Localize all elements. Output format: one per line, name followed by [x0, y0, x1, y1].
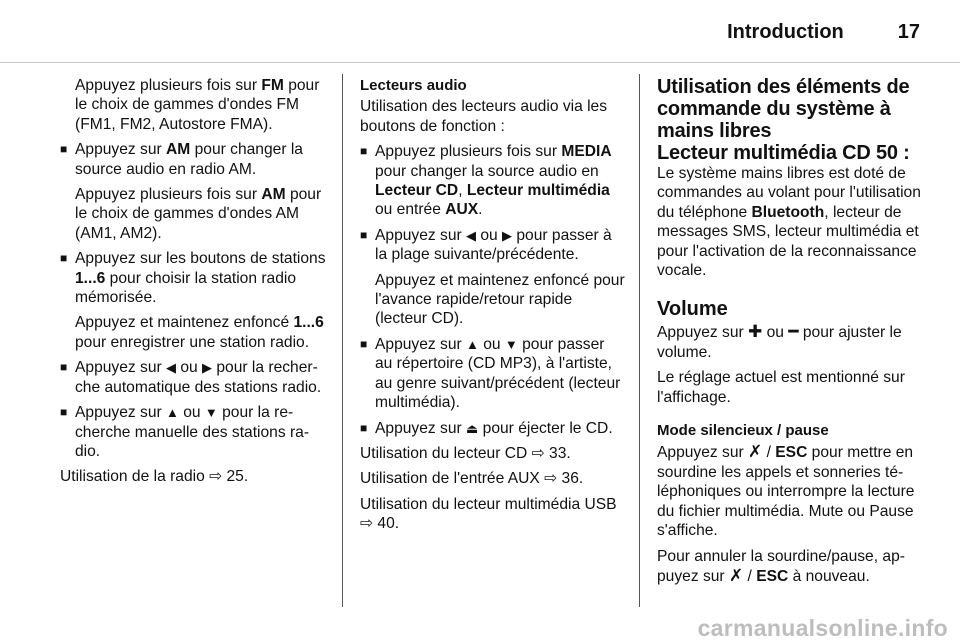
page-header: [600, 20, 920, 44]
arrow-down-icon: ▼: [204, 405, 218, 421]
section-heading: Lecteurs audio: [360, 77, 467, 94]
arrow-down-icon: ▼: [504, 336, 518, 352]
plus-icon: ✚: [748, 322, 763, 342]
page-ref-icon: ⇨: [360, 515, 374, 533]
bullet-square-icon: ■: [360, 336, 368, 351]
cross-reference: Utilisation de l'entrée AUX ⇨ 36.: [360, 470, 584, 488]
paragraph-unmute: Pour annuler la sourdine/pause, appuyez sur ✗ / ESC à nouveau.: [657, 547, 905, 585]
header-divider: [0, 62, 960, 63]
list-item: ■ Appuyez sur ⏏ pour éjecter le CD.: [360, 419, 613, 437]
column-divider-2: [639, 74, 640, 607]
minus-icon: ━: [788, 322, 799, 342]
volume-heading: Volume: [657, 298, 728, 321]
watermark: carmanualsonline.info: [697, 614, 948, 641]
sub-paragraph: Appuyez et maintenez enfoncé 1...6 pour enregistrer une station radio.: [75, 314, 324, 351]
list-item: ■ Appuyez sur ◀ ou ▶ pour passer à la plage suivante/précédente. Appuyez et maintenez enfoncé pour l'avance rapide/retour rapide (lecteur CD).: [360, 226, 625, 328]
column-radio: [60, 76, 326, 493]
cross-reference: Utilisation de la radio ⇨ 25.: [60, 468, 249, 486]
list-item: ■ Appuyez sur AM pour changer la source audio en radio AM. Appuyez plusieurs fois sur AM pour le choix de gammes d'ondes AM (AM1, AM2).: [60, 140, 326, 243]
bullet-square-icon: ■: [360, 420, 368, 435]
mute-heading: Mode silencieux / pause: [657, 422, 829, 440]
section-title: Utilisation des éléments de commande du système à mains libres: [657, 76, 910, 142]
paragraph-mute: Appuyez sur ✗ / ESC pour mettre en sourdine les appels et sonneries téléphoniques ou interrompre la lecture du fichier multimédia. Mute ou Pause s'affiche.: [657, 442, 915, 540]
paragraph-volume: Appuyez sur ✚ ou ━ pour ajuster le volume.: [657, 322, 902, 361]
page-ref-icon: ⇨: [209, 468, 223, 486]
arrow-right-icon: ▶: [502, 227, 513, 243]
bullet-square-icon: ■: [360, 144, 368, 159]
list-item: ■ Appuyez plusieurs fois sur MEDIA pour changer la source audio en Lecteur CD, Lecteur multimédia ou entrée AUX.: [360, 143, 612, 219]
arrow-left-icon: ◀: [466, 227, 477, 243]
page-number: 17: [897, 21, 920, 43]
page-ref-icon: ⇨: [544, 470, 558, 488]
bullet-square-icon: ■: [60, 251, 68, 266]
mute-icon: ✗: [728, 565, 744, 585]
eject-icon: ⏏: [466, 420, 479, 436]
list-item: ■ Appuyez sur les boutons de stations 1...6 pour choisir la station radio mémorisée. Appuyez et maintenez enfoncé 1...6 pour enregistrer une station radio.: [60, 250, 326, 351]
paragraph-volume-display: Le réglage actuel est mentionné sur l'affichage.: [657, 369, 905, 406]
column-audio-players: [360, 76, 626, 540]
arrow-up-icon: ▲: [466, 336, 479, 352]
arrow-right-icon: ▶: [202, 360, 213, 376]
bullet-square-icon: ■: [360, 227, 368, 242]
sub-paragraph: Appuyez et maintenez enfoncé pour l'avance rapide/retour rapide (lecteur CD).: [375, 271, 625, 328]
list-item: ■ Appuyez sur ◀ ou ▶ pour la recherche automatique des stations radio.: [60, 359, 322, 396]
bullet-square-icon: ■: [60, 405, 68, 420]
cross-reference: Utilisation du lecteur CD ⇨ 33.: [360, 444, 571, 462]
section-subtitle: Lecteur multimédia CD 50 :: [657, 142, 910, 164]
sub-paragraph: Appuyez plusieurs fois sur AM pour le choix de gammes d'ondes AM (AM1, AM2).: [75, 186, 322, 242]
column-divider-1: [342, 74, 343, 607]
page-title: Introduction: [727, 21, 844, 43]
bullet-square-icon: ■: [60, 360, 68, 375]
list-item: ■ Appuyez sur ▲ ou ▼ pour la recherche manuelle des stations radio.: [60, 404, 310, 460]
page-ref-icon: ⇨: [531, 444, 545, 462]
cross-reference: Utilisation du lecteur multimédia USB ⇨ 40.: [360, 495, 617, 533]
arrow-up-icon: ▲: [166, 405, 179, 421]
list-item: ■ Appuyez sur ▲ ou ▼ pour passer au répertoire (CD MP3), à l'artiste, au genre suivant/précédent (lecteur multimédia).: [360, 335, 621, 412]
bullet-square-icon: ■: [60, 142, 68, 157]
arrow-left-icon: ◀: [166, 360, 177, 376]
mute-icon: ✗: [748, 442, 763, 462]
paragraph-handsfree: Le système mains libres est doté de commandes au volant pour l'utilisation du téléphone Bluetooth, lecteur de messages SMS, lecteur multimédia et pour l'activation de la reconnaissance vocale.: [657, 165, 921, 280]
paragraph-fm: Appuyez plusieurs fois sur FM pour le choix de gammes d'ondes FM (FM1, FM2, Autostore FMA).: [75, 77, 320, 133]
intro-paragraph: Utilisation des lecteurs audio via les boutons de fonction :: [360, 98, 608, 135]
column-handsfree: [657, 76, 927, 592]
